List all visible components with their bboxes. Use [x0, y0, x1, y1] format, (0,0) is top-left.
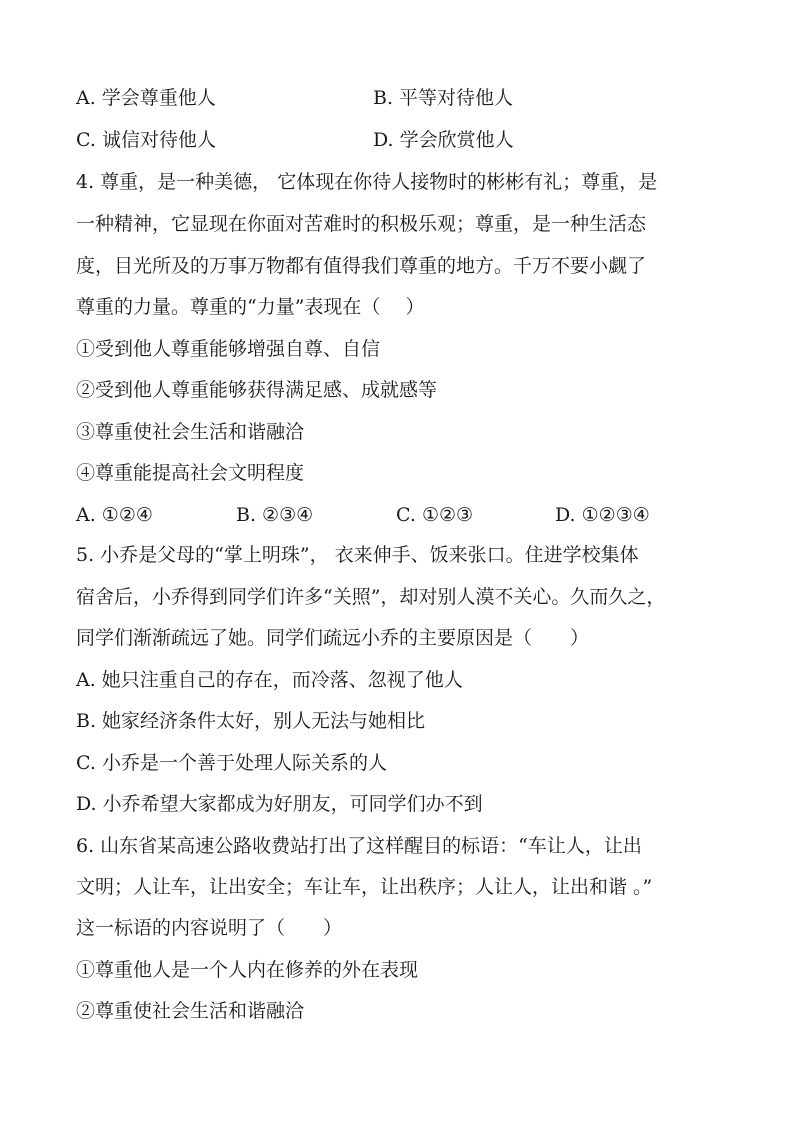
q4-stem-line: 一种精神，它显现在你面对苦难时的积极乐观；尊重，是一种生活态 [76, 213, 647, 235]
q5-stem-line: 5. 小乔是父母的“掌上明珠”， 衣来伸手、饭来张口。住进学校集体 [76, 544, 639, 566]
q4-statement-2: ②受到他人尊重能够获得满足感、成就感等 [76, 379, 438, 401]
q4-option-a: A. ①②④ [76, 504, 153, 526]
q6-statement-1: ①尊重他人是一个人内在修养的外在表现 [76, 959, 419, 981]
q4-stem-line: 度，目光所及的万事万物都有值得我们尊重的地方。千万不要小觑了 [76, 255, 647, 277]
q4-stem-line: 尊重的力量。尊重的“力量”表现在（ ） [76, 296, 425, 318]
q5-option-a: A. 她只注重自己的存在，而冷落、忽视了他人 [76, 669, 463, 691]
q4-statement-1: ①受到他人尊重能够增强自尊、自信 [76, 338, 381, 360]
q3-option-c: C. 诚信对待他人 [76, 129, 216, 151]
q6-stem-line: 这一标语的内容说明了（ ） [76, 917, 343, 939]
q6-statement-2: ②尊重使社会生活和谐融洽 [76, 1000, 305, 1022]
q5-stem-line: 宿舍后，小乔得到同学们许多“关照”，却对别人漠不关心。久而久之， [76, 586, 666, 608]
q4-option-b: B. ②③④ [236, 504, 314, 526]
q3-option-d: D. 学会欣赏他人 [373, 129, 514, 151]
q6-stem-line: 文明；人让车，让出安全；车让车，让出秩序；人让人，让出和谐 。” [76, 876, 653, 898]
q4-stem-line: 4. 尊重，是一种美德， 它体现在你待人接物时的彬彬有礼；尊重，是 [76, 171, 658, 193]
q5-stem-line: 同学们渐渐疏远了她。同学们疏远小乔的主要原因是（ ） [76, 627, 590, 649]
q3-option-b: B. 平等对待他人 [373, 87, 514, 109]
q5-option-b: B. 她家经济条件太好，别人无法与她相比 [76, 710, 426, 732]
q4-option-d: D. ①②③④ [555, 504, 650, 526]
q4-statement-4: ④尊重能提高社会文明程度 [76, 462, 305, 484]
q3-option-a: A. 学会尊重他人 [76, 87, 216, 109]
q4-option-c: C. ①②③ [396, 504, 474, 526]
q4-statement-3: ③尊重使社会生活和谐融洽 [76, 421, 305, 443]
q6-stem-line: 6. 山东省某高速公路收费站打出了这样醒目的标语：“车让人，让出 [76, 835, 642, 857]
q5-option-c: C. 小乔是一个善于处理人际关系的人 [76, 752, 387, 774]
q5-option-d: D. 小乔希望大家都成为好朋友，可同学们办不到 [76, 793, 483, 815]
